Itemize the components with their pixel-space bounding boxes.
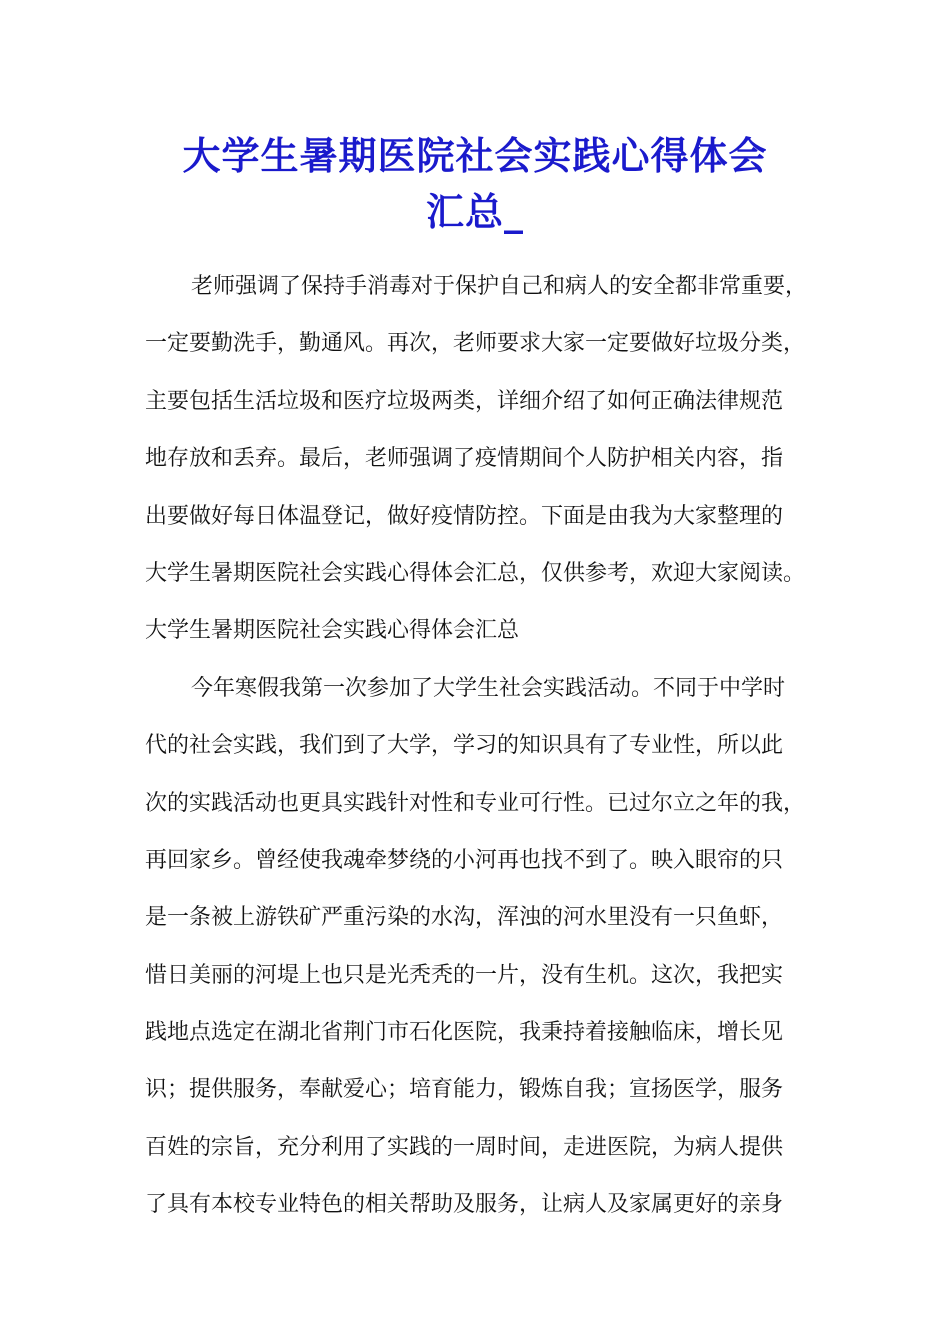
paragraph-line: 识；提供服务，奉献爱心；培育能力，锻炼自我；宣扬医学，服务 <box>145 1077 784 1103</box>
document-title <box>120 128 830 240</box>
paragraph-line: 大学生暑期医院社会实践心得体会汇总，仅供参考，欢迎大家阅读。 <box>145 560 806 586</box>
document-body <box>145 258 825 1234</box>
paragraph-line: 出要做好每日体温登记，做好疫情防控。下面是由我为大家整理的 <box>145 503 784 529</box>
paragraph-line: 践地点选定在湖北省荆门市石化医院，我秉持着接触临床，增长见 <box>145 1020 784 1046</box>
title-line-1: 大学生暑期医院社会实践心得体会 <box>182 133 768 178</box>
section-heading: 大学生暑期医院社会实践心得体会汇总 <box>145 618 520 644</box>
paragraph-line: 代的社会实践，我们到了大学，学习的知识具有了专业性，所以此 <box>145 733 784 759</box>
paragraph-line: 惜日美丽的河堤上也只是光秃秃的一片，没有生机。这次，我把实 <box>145 962 784 988</box>
paragraph-line: 百姓的宗旨，充分利用了实践的一周时间，走进医院，为病人提供 <box>145 1134 784 1160</box>
paragraph-line: 一定要勤洗手，勤通风。再次，老师要求大家一定要做好垃圾分类， <box>145 331 806 357</box>
title-line-2: 汇总_ <box>425 189 524 234</box>
paragraph-line: 地存放和丢弃。最后，老师强调了疫情期间个人防护相关内容，指 <box>145 446 784 472</box>
paragraph-1 <box>145 258 825 602</box>
paragraph-2 <box>145 660 825 1234</box>
paragraph-line: 今年寒假我第一次参加了大学生社会实践活动。不同于中学时 <box>191 675 786 701</box>
paragraph-line: 次的实践活动也更具实践针对性和专业可行性。已过尔立之年的我， <box>145 790 806 816</box>
paragraph-line: 是一条被上游铁矿严重污染的水沟，浑浊的河水里没有一只鱼虾， <box>145 905 784 931</box>
paragraph-line: 再回家乡。曾经使我魂牵梦绕的小河再也找不到了。映入眼帘的只 <box>145 847 784 873</box>
paragraph-line: 老师强调了保持手消毒对于保护自己和病人的安全都非常重要， <box>191 274 808 299</box>
paragraph-line: 主要包括生活垃圾和医疗垃圾两类，详细介绍了如何正确法律规范 <box>145 388 784 414</box>
paragraph-line: 了具有本校专业特色的相关帮助及服务，让病人及家属更好的亲身 <box>145 1192 784 1218</box>
